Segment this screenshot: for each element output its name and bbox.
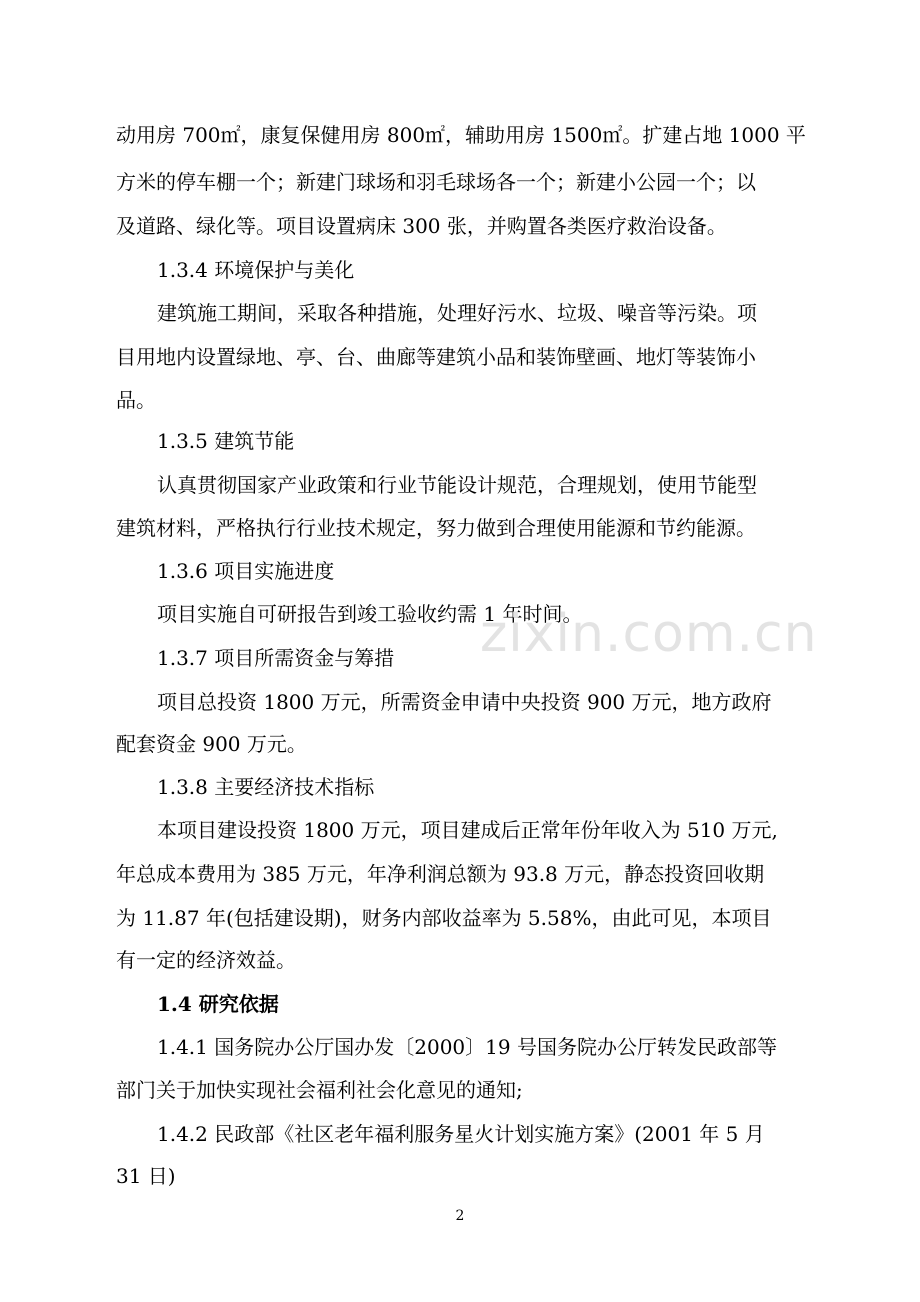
body-text-line: 方米的停车棚一个；新建门球场和羽毛球场各一个；新建小公园一个；以 [116,170,756,194]
section-heading: 1.3.8 主要经济技术指标 [157,775,375,799]
body-text-line: 1.4.2 民政部《社区老年福利服务星火计划实施方案》(2001 年 5 月 [157,1122,765,1146]
body-text-line: 31 日) [116,1164,176,1188]
section-heading: 1.3.6 项目实施进度 [157,559,335,583]
body-text-line: 认真贯彻国家产业政策和行业节能设计规范，合理规划，使用节能型 [157,473,757,497]
body-text-line: 年总成本费用为 385 万元，年净利润总额为 93.8 万元，静态投资回收期 [116,862,765,886]
section-heading: 1.3.7 项目所需资金与筹措 [157,646,395,670]
page-number: 2 [455,1208,465,1224]
section-heading-bold: 1.4 研究依据 [157,992,279,1016]
body-text-line: 1.4.1 国务院办公厅国办发〔2000〕19 号国务院办公厅转发民政部等 [157,1035,777,1059]
body-text-line: 建筑施工期间，采取各种措施，处理好污水、垃圾、噪音等污染。项 [157,301,757,325]
body-text-line: 项目总投资 1800 万元，所需资金申请中央投资 900 万元，地方政府 [157,690,772,714]
body-text-line: 品。 [116,388,156,412]
body-text-line: 有一定的经济效益。 [116,948,296,972]
section-heading: 1.3.5 建筑节能 [157,429,295,453]
watermark: zixin.com.cn [480,604,818,664]
body-text-line: 配套资金 900 万元。 [116,732,307,756]
body-text-line: 及道路、绿化等。项目设置病床 300 张，并购置各类医疗救治设备。 [116,214,727,238]
body-text-line: 本项目建设投资 1800 万元，项目建成后正常年份年收入为 510 万元, [157,818,778,842]
body-text-line: 部门关于加快实现社会福利社会化意见的通知; [116,1078,523,1102]
body-text-line: 目用地内设置绿地、亭、台、曲廊等建筑小品和装饰壁画、地灯等装饰小 [116,345,756,369]
body-text-line: 项目实施自可研报告到竣工验收约需 1 年时间。 [157,602,583,626]
body-text-line: 建筑材料，严格执行行业技术规定，努力做到合理使用能源和节约能源。 [116,516,756,540]
body-text-line: 动用房 700㎡，康复保健用房 800㎡，辅助用房 1500㎡。扩建占地 1000 平 [116,123,806,147]
section-heading: 1.3.4 环境保护与美化 [157,258,355,282]
body-text-line: 为 11.87 年(包括建设期)，财务内部收益率为 5.58%，由此可见，本项目 [116,906,772,930]
